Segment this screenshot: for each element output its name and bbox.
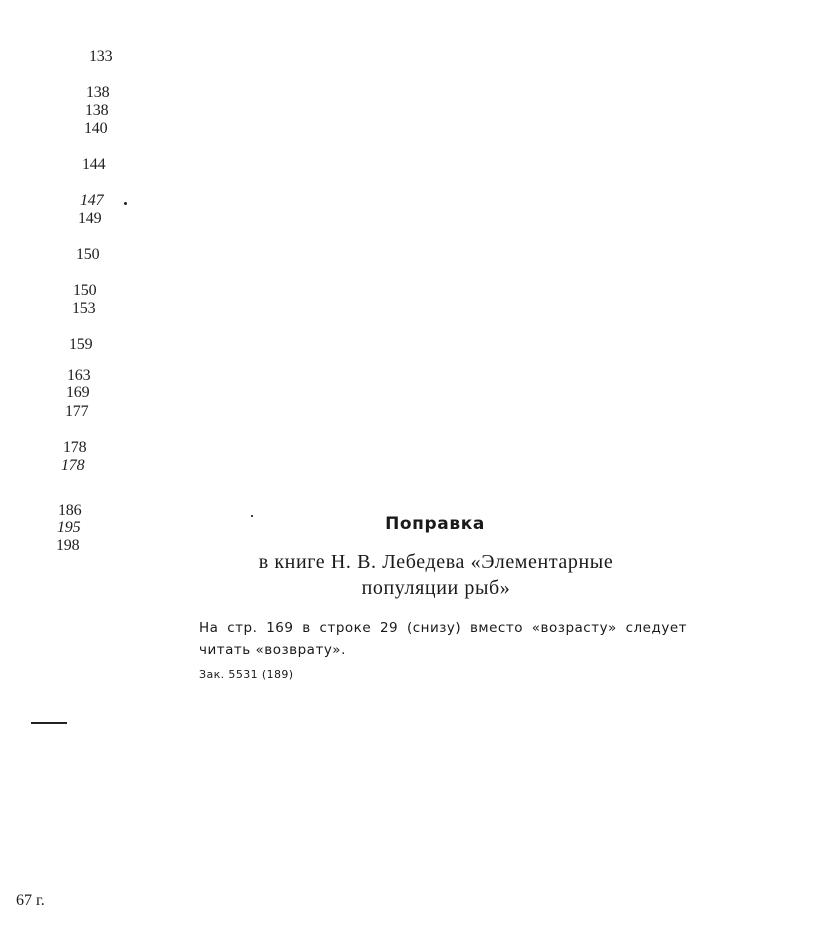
page-number: 178 <box>63 439 87 456</box>
page-number: 163 <box>67 367 91 384</box>
errata-correction-text: На стр. 169 в строке 29 (снизу) вместо «возрасту» следует читать «возврату». <box>199 620 687 658</box>
errata-title: Поправка <box>385 514 485 534</box>
page-number: 178 <box>61 457 85 474</box>
page-number: 169 <box>66 384 90 401</box>
page-number: 177 <box>65 403 89 420</box>
page-number: 153 <box>72 300 96 317</box>
page-number: 138 <box>85 102 109 119</box>
page-number: 195 <box>57 519 81 536</box>
scan-dash-mark <box>31 722 67 724</box>
year-fragment: 67 г. <box>16 892 45 909</box>
page-number: 159 <box>69 336 93 353</box>
errata-subtitle-line: популяции рыб» <box>361 577 511 599</box>
errata-subtitle <box>200 549 672 601</box>
order-number: Зак. 5531 (189) <box>199 668 294 681</box>
page-number: 140 <box>84 120 108 137</box>
page-number: 150 <box>73 282 97 299</box>
page-number: 186 <box>58 502 82 519</box>
scan-speck <box>124 202 127 205</box>
page-number: 133 <box>89 48 113 65</box>
page-number: 198 <box>56 537 80 554</box>
page-number: 138 <box>86 84 110 101</box>
page-number: 150 <box>76 246 100 263</box>
page-number: 144 <box>82 156 106 173</box>
scan-speck <box>251 515 253 517</box>
errata-subtitle-line: в книге Н. В. Лебедева «Элементарные <box>258 551 614 573</box>
page-number: 147 <box>80 192 104 209</box>
page-number: 149 <box>78 210 102 227</box>
